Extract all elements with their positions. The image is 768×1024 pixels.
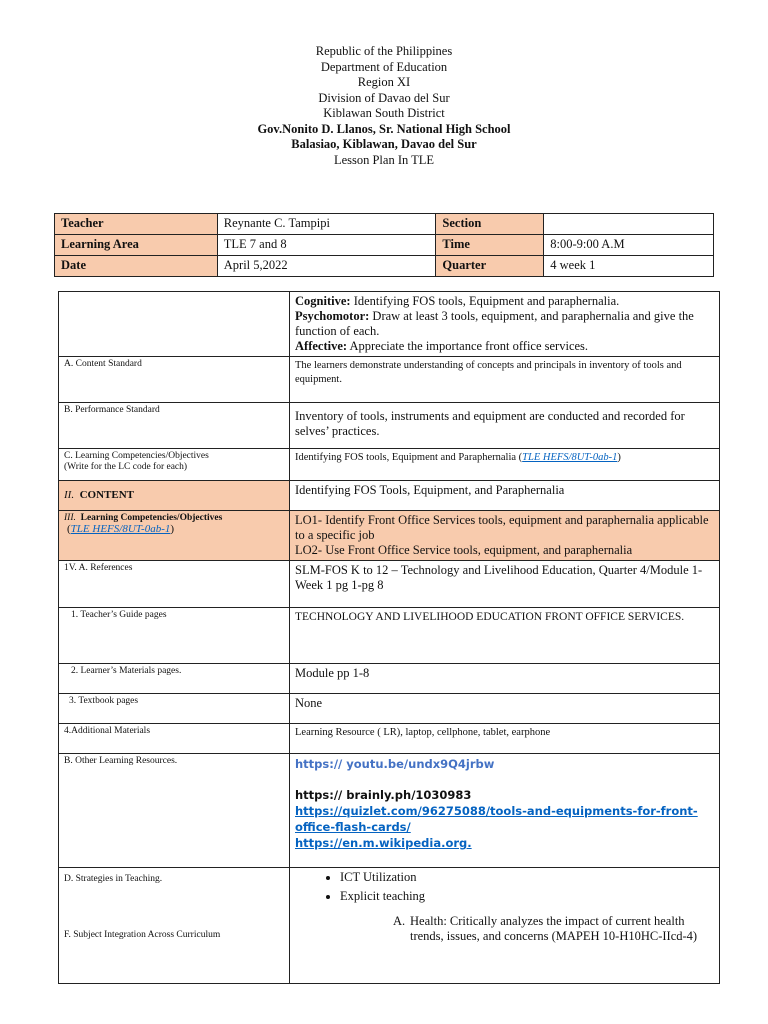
lc2-numeral: III. xyxy=(64,513,76,523)
psychomotor-label: Psychomotor: xyxy=(295,309,370,323)
learning-area-value: TLE 7 and 8 xyxy=(217,235,436,256)
lc-heading: C. Learning Competencies/Objectives xyxy=(64,451,209,461)
header-region: Region XI xyxy=(357,75,411,89)
content-label: CONTENT xyxy=(79,489,134,501)
cognitive-text: Identifying FOS tools, Equipment and paraphernalia. xyxy=(350,294,620,308)
performance-standard-label: B. Performance Standard xyxy=(59,403,290,449)
content-value: Identifying FOS Tools, Equipment, and Paraphernalia xyxy=(290,481,720,511)
learners-materials-value: Module pp 1-8 xyxy=(290,664,720,694)
time-value: 8:00-9:00 A.M xyxy=(544,235,714,256)
lc-close: ) xyxy=(617,452,621,463)
lc2-code-link[interactable]: TLE HEFS/8UT-0ab-1 xyxy=(70,523,171,535)
info-table xyxy=(54,213,714,277)
content-standard-label: A. Content Standard xyxy=(59,357,290,403)
content-numeral: II. xyxy=(64,489,75,501)
section-label: Section xyxy=(436,214,544,235)
lc2-label: Learning Competencies/Objectives xyxy=(80,513,223,523)
lesson-plan-table xyxy=(58,291,720,984)
psychomotor-text: Draw at least 3 tools, equipment, and paraphernalia and give the function of each. xyxy=(295,309,694,338)
header-school: Gov.Nonito D. Llanos, Sr. National High School xyxy=(257,121,511,136)
time-label: Time xyxy=(436,235,544,256)
learning-competencies-label xyxy=(59,449,290,481)
lc-note: (Write for the LC code for each) xyxy=(64,462,188,472)
header-address: Balasiao, Kiblawan, Davao del Sur xyxy=(291,137,477,151)
teachers-guide-label: 1. Teacher’s Guide pages xyxy=(59,608,290,664)
learners-materials-label: 2. Learner’s Materials pages. xyxy=(59,664,290,694)
performance-standard-value: Inventory of tools, instruments and equipment are conducted and recorded for selves’ practices. xyxy=(290,403,720,449)
references-label: 1V. A. References xyxy=(59,561,290,608)
wikipedia-link[interactable]: https://en.m.wikipedia.org. xyxy=(295,836,472,850)
youtube-link[interactable]: https:// youtu.be/undx9Q4jrbw xyxy=(295,757,495,771)
date-label: Date xyxy=(55,256,218,277)
other-resources-label: B. Other Learning Resources. xyxy=(59,754,290,868)
document-header xyxy=(0,44,768,168)
content-label-cell xyxy=(59,481,290,511)
header-republic: Republic of the Philippines xyxy=(315,44,453,58)
learning-area-label: Learning Area xyxy=(55,235,218,256)
affective-label: Affective: xyxy=(295,339,348,353)
strategy-ict: • ICT Utilization xyxy=(340,870,714,885)
header-department: Department of Education xyxy=(320,59,448,74)
teacher-value: Reynante C. Tampipi xyxy=(217,214,436,235)
objectives-label-cell xyxy=(59,292,290,357)
lc-code-link[interactable]: TLE HEFS/8UT-0ab-1 xyxy=(522,452,618,463)
lo2-text: LO2- Use Front Office Service tools, equipment, and paraphernalia xyxy=(295,543,633,557)
strategy-explicit: • Explicit teaching xyxy=(340,889,714,904)
lc2-close: ) xyxy=(170,523,175,535)
objectives-cell xyxy=(290,292,720,357)
content-standard-value: The learners demonstrate understanding of concepts and principals in inventory of tools and equipment. xyxy=(290,357,720,403)
learning-competencies-value xyxy=(290,449,720,481)
section-value xyxy=(544,214,714,235)
teachers-guide-value: TECHNOLOGY AND LIVELIHOOD EDUCATION FRONT OFFICE SERVICES. xyxy=(290,608,720,664)
lc-text: Identifying FOS tools, Equipment and Paraphernalia ( xyxy=(295,452,523,463)
header-district: Kiblawan South District xyxy=(323,106,445,120)
lc2-label-cell xyxy=(59,511,290,561)
date-value: April 5,2022 xyxy=(217,256,436,277)
affective-text: Appreciate the importance front office services. xyxy=(347,339,589,353)
strategies-label: D. Strategies in Teaching. xyxy=(64,874,163,884)
lo1-text: LO1- Identify Front Office Services tools, equipment and paraphernalia applicable to a specific job xyxy=(295,513,709,542)
additional-materials-label: 4.Additional Materials xyxy=(59,724,290,754)
quarter-value: 4 week 1 xyxy=(544,256,714,277)
strategies-list xyxy=(295,870,714,904)
references-value: SLM-FOS K to 12 – Technology and Livelihood Education, Quarter 4/Module 1-Week 1 pg 1-pg 8 xyxy=(290,561,720,608)
textbook-label: 3. Textbook pages xyxy=(59,694,290,724)
cognitive-label: Cognitive: xyxy=(295,294,351,308)
strategies-and-integration-values xyxy=(290,868,720,984)
header-division: Division of Davao del Sur xyxy=(318,90,450,105)
header-subtitle: Lesson Plan In TLE xyxy=(333,152,435,167)
subject-integration-text: Health: Critically analyzes the impact of current health trends, issues, and concerns (MAPEH 10-H10HC-IIcd-4) xyxy=(410,914,698,943)
additional-materials-value: Learning Resource ( LR), laptop, cellphone, tablet, earphone xyxy=(290,724,720,754)
textbook-value: None xyxy=(290,694,720,724)
brainly-link[interactable]: https:// brainly.ph/1030983 xyxy=(295,788,472,802)
quizlet-link[interactable]: https://quizlet.com/96275088/tools-and-equipments-for-front-office-flash-cards/ xyxy=(295,804,698,834)
other-resources-value xyxy=(290,754,720,868)
quarter-label: Quarter xyxy=(436,256,544,277)
subject-item-marker: A. xyxy=(393,914,406,928)
lo-cell xyxy=(290,511,720,561)
lc2-open: ( xyxy=(67,523,71,535)
strategies-and-integration-labels xyxy=(59,868,290,984)
subject-integration-label: F. Subject Integration Across Curriculum xyxy=(64,930,221,940)
subject-integration-item xyxy=(295,914,714,944)
teacher-label: Teacher xyxy=(55,214,218,235)
